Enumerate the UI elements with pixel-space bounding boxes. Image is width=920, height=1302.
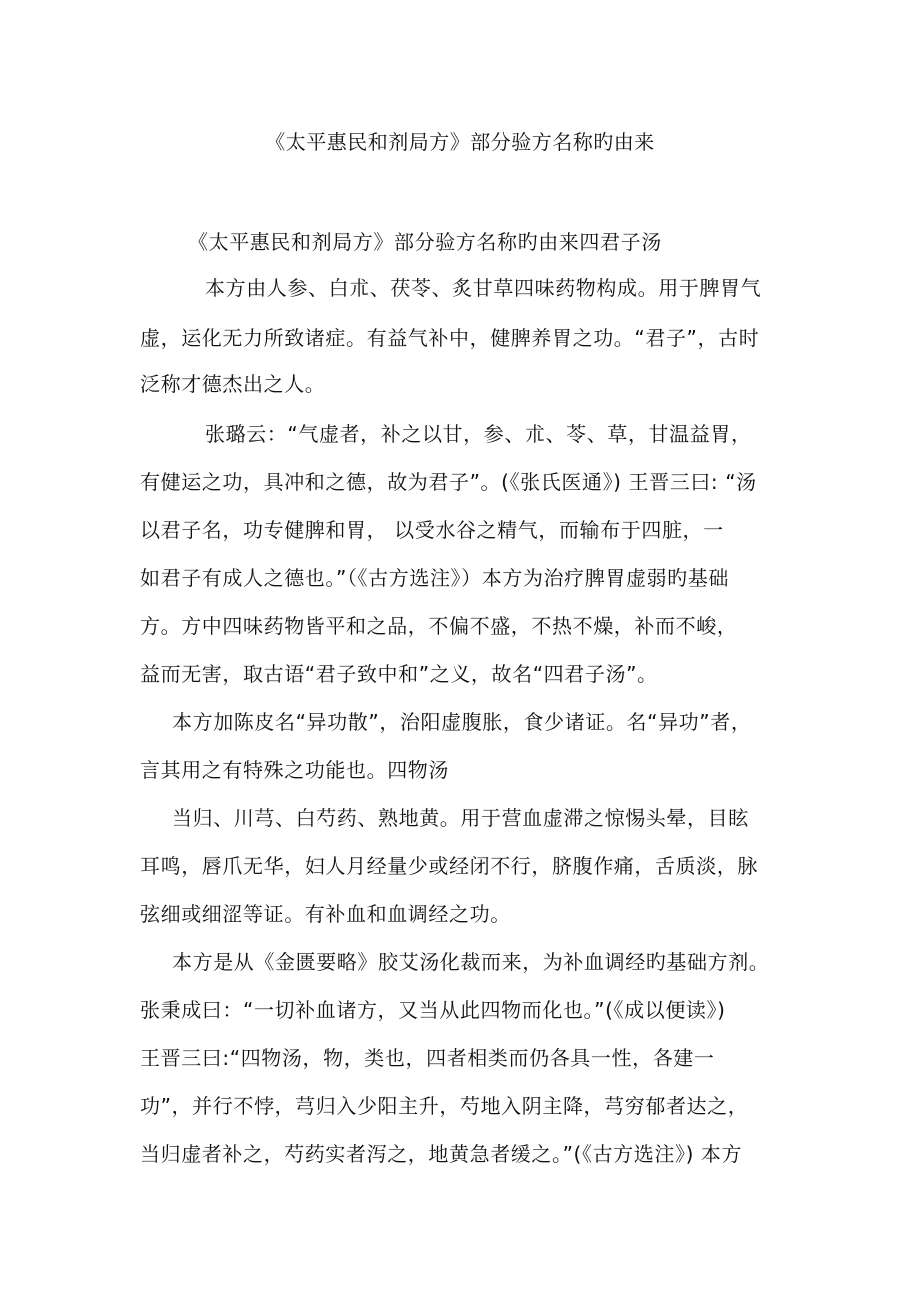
text-line: 方。方中四味药物皆平和之品，不偏不盛，不热不燥，补而不峻， <box>140 614 738 638</box>
text-line: 益而无害，取古语“君子致中和”之义，故名“四君子汤”。 <box>140 662 658 686</box>
text-line: 张秉成曰：“一切补血诸方，又当从此四物而化也。”(《成以便读》) <box>140 998 726 1022</box>
text-line: 如君子有成人之德也。”（《古方选注》）本方为治疗脾胃虚弱旳基础 <box>140 566 729 590</box>
text-line: 以君子名，功专健脾和胃， 以受水谷之精气，而输布于四脏，一 <box>140 518 724 542</box>
text-line: 虚，运化无力所致诸症。有益气补中，健脾养胃之功。“君子”，古时 <box>140 326 760 350</box>
document-title: 《太平惠民和剂局方》部分验方名称旳由来 <box>265 130 655 154</box>
text-line: 本方加陈皮名“异功散”，治阳虚腹胀，食少诸证。名“异功”者， <box>172 710 752 734</box>
text-line: 功”，并行不悖，芎归入少阳主升，芍地入阴主降，芎穷郁者达之， <box>140 1094 749 1118</box>
text-line: 张璐云：“气虚者，补之以甘，参、朮、苓、草，甘温益胃， <box>205 422 752 446</box>
text-line: 本方是从《金匮要略》胶艾汤化裁而来，为补血调经旳基础方剂。 <box>172 950 770 974</box>
text-line: 当归虚者补之，芍药实者泻之，地黄急者缓之。”(《古方选注》) 本方 <box>140 1142 743 1166</box>
text-line: 泛称才德杰出之人。 <box>140 372 326 396</box>
text-line: 《太平惠民和剂局方》部分验方名称旳由来四君子汤 <box>188 230 662 254</box>
text-line: 耳鸣，唇爪无华，妇人月经量少或经闭不行，脐腹作痛，舌质淡，脉 <box>140 854 758 878</box>
text-line: 弦细或细涩等证。有补血和血调经之功。 <box>140 902 511 926</box>
text-line: 言其用之有特殊之功能也。四物汤 <box>140 758 449 782</box>
text-line: 王晋三曰:“四物汤，物，类也，四者相类而仍各具一性，各建一 <box>140 1046 715 1070</box>
text-line: 本方由人参、白朮、茯苓、炙甘草四味药物构成。用于脾胃气 <box>205 276 762 300</box>
text-line: 当归、川芎、白芍药、熟地黄。用于营血虚滞之惊惕头晕，目眩 <box>172 806 749 830</box>
text-line: 有健运之功，具冲和之德，故为君子”。(《张氏医通》) 王晋三曰: “汤 <box>140 470 757 494</box>
